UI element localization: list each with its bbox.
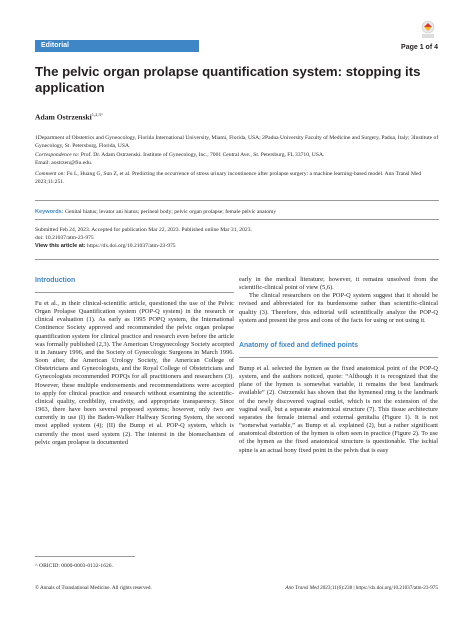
divider [35,200,439,201]
section-rule [239,357,438,358]
page-header [0,0,474,51]
section-tag: Editorial [35,40,199,52]
email[interactable]: Email: aostrzen@fiu.edu. [35,160,93,166]
section-heading-introduction: Introduction [35,277,76,284]
view-article [35,242,439,250]
page-number: Page 1 of 4 [401,44,438,51]
copyright: © Annals of Translational Medicine. All rights reserved. [35,585,152,591]
view-label: View this article at: [35,243,86,250]
view-url-link[interactable]: https://dx.doi.org/10.21037/atm-23-975 [85,243,176,250]
comment-label: Comment on: [35,171,66,177]
section-heading-anatomy: Anatomy of fixed and defined points [239,341,359,349]
citation [285,585,438,591]
paragraph: Bump et al. selected the hymen as the fixed anatomical point of the POP-Q system, and the authors noticed, quote: “Although it is recognized that the plane of the hymen is somewhat variable, it remains the best landmark available” (2). Ostrzenski has shown that the hymeneal ring is the landmark of the newly discovered vaginal outlet, which is not the extension of the vaginal wall, but a separate anatomical structure (7). This tissue architecture separates the female internal and external genitalia (Figure 1). It is not “somewhat variable,” as Bump et al. explained (2), but a rather significant anatomical distortion of the hymen is often seen in practice (Figure 2). To use of the hymen as the fixed anatomical structure is questionable. The ischial spine is an actual bony fixed point in the pelvis that is easy [239,364,438,454]
correspondence [35,151,439,159]
publication-dates [35,226,439,251]
check-for-updates-icon[interactable] [420,20,436,40]
author-line [35,112,103,122]
spacer [239,325,438,341]
author-affiliation-marks: 1,2,3 [91,112,101,117]
comment-on [35,170,439,186]
article-title: The pelvic organ prolapse quantification system: stopping its application [35,64,421,95]
divider [35,219,439,220]
paragraph: The clinical researchers on the POP-Q system suggest that it should be revised and abbreviated for its burdensome rather than scientific-clinical quality (3). Therefore, this editorial will scientifically analyze the POP-Q system and present the pros and cons of the facts for using or not using it. [239,292,438,324]
orcid-footnote: ^ ORICID: 0000-0003-0132-1626. [35,563,113,569]
affiliations: 1Department of Obstetrics and Gyneocology, Florida International University, Miami, Florida, USA; 2Padua University Faculty of Medicine and Surgery, Padua, Italy; 3Institute of Gynecology, St. Petersburg, Florida, USA [35,135,439,150]
correspondence-text: Prof. Dr. Adam Ostrzenski. Institute of Gynecology, Inc., 7001 Central Ave., St. Petersburg, FL 33710, USA. [79,152,325,158]
footnote-rule [35,556,135,557]
paragraph: early in the medical literature; however, it remains unsolved from the scientific-clinical point of view (5,6). [239,276,438,292]
correspondence-label: Correspondence to: [35,152,80,158]
doi[interactable]: doi: 10.21037/atm-23-975 [35,235,94,242]
keywords [35,208,439,216]
author-orcid-mark: ^ [100,112,103,117]
dates-text: Submitted Feb 24, 2023. Accepted for publication Mar 22, 2023. Published online Mar 31, 2023. [35,227,252,233]
paragraph: Fu et al., in their clinical-scientific article, questioned the use of the Pelvic Organ Prolapse Quantification system (POP-Q system) in the research or clinical evaluation (1). As early as 1995 POPQ system, the International Continence Society approved and recommended the pelvic organ prolapse quantification system for clinical practice and research even before the article was formally published (2,3). The American Urogynecology Society accepted it in January 1996, and the Society of Gynecologic Surgeons in March 1996. Soon after, the American Urology Society, the American College of Obstetricians and Gynecologists, and the Royal College of Obstetricians and Gynecologists recommended POPQs for all practitioners and researchers (3). However, these multiple endorsements and recommendations were accepted to apply for clinical practice and research without examining the scientific-clinical quality, credibility, creativity, and appropriate transparency. Since 1963, there have been several proposed systems; however, only two are currently in use (I) the Baden-Walker Halfway Scoring System, the second most applied system (4); (II) the Bump et al. POP-Q system, which is currently the most used system (2). The interest in the biomechanism of pelvic organ prolapse is documented [35,300,234,446]
section-rule [35,292,234,293]
citation-details[interactable]: 2023;11(6):238 | https://dx.doi.org/10.21037/atm-23-975 [318,585,438,591]
left-column [35,276,234,447]
keywords-text: Genital hiatus; levator ani hiatus; perineal body; pelvic organ prolapse; female pelvic anatomy [63,209,277,215]
right-column [239,276,438,455]
keywords-label: Keywords: [35,209,64,215]
divider [35,259,439,260]
author-name: Adam Ostrzenski [35,112,92,122]
citation-journal: Ann Transl Med [285,585,319,591]
comment-text: Fu L, Huang G, Sun Z, et al. Predicting the occurrence of stress urinary incontinence after prolapse surgery: a machine learning-based model. Ann Transl Med 2023;11:251. [35,171,422,186]
